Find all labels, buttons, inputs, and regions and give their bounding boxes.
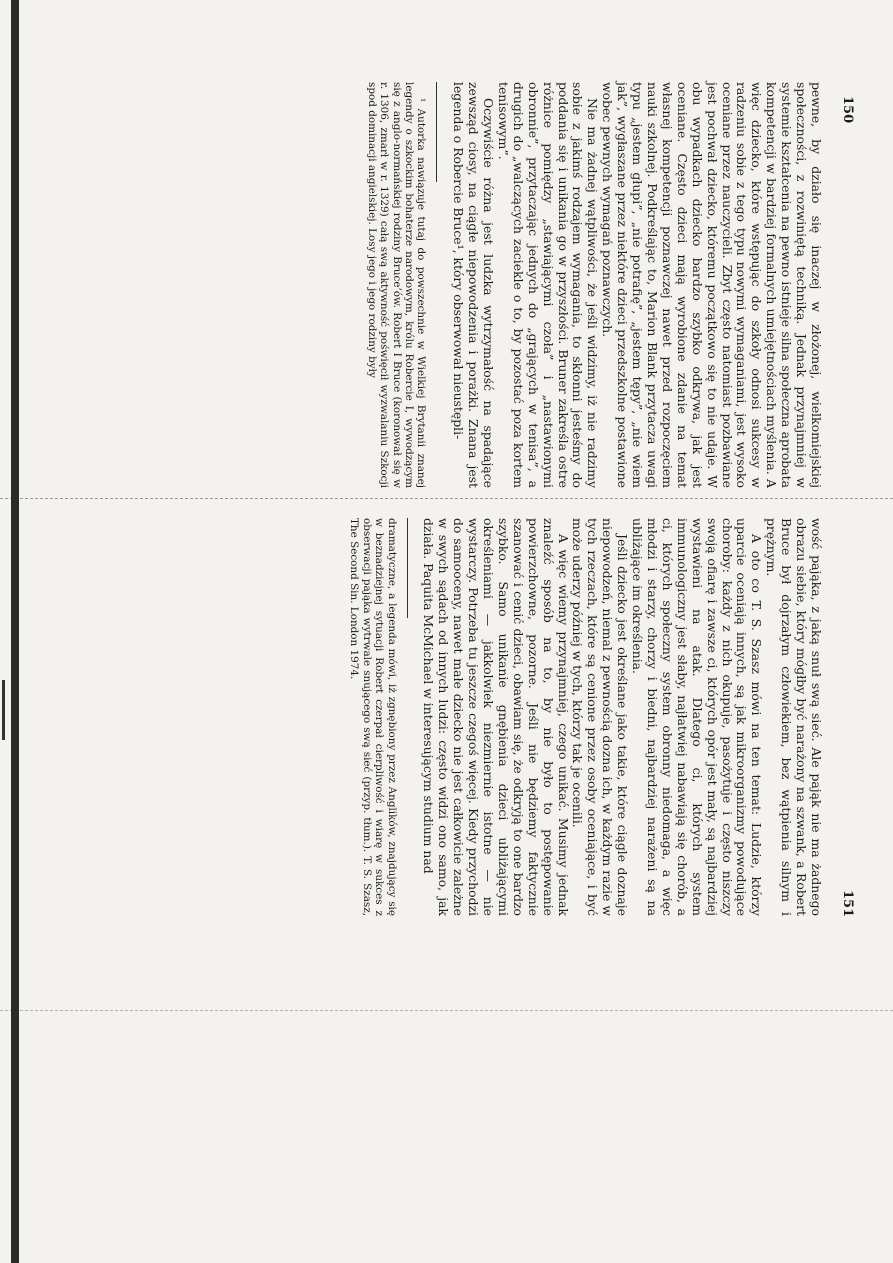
scan-mark — [2, 680, 5, 740]
footnote-rule — [407, 518, 408, 618]
paragraph: Oczywiście różna jest ludzka wytrzymałość na spadające zewsząd ciosy, na ciągłe niepowodzenia i porażki. Znana jest legenda o Robercie Bruce¹, który obserwował nieustępli- — [451, 82, 497, 488]
paragraph: Nie ma żadnej wątpliwości, że jeśli widzimy, iż nie radzimy sobie z jakimś rodzajem wymagania, to skłonni jesteśmy do poddania się i unikania go w przyszłości. Bruner zakreśla ostre różnice pomiędzy „stawiającymi czoła” i „nastawionymi obronnie”, przytaczając jednych do „grających w tenisa”, a drugich do „walczących zaciekle o to, by pozostać poza kortem tenisowym”. — [495, 82, 601, 488]
scan-edge-shadow — [11, 0, 19, 1263]
body-text — [348, 518, 823, 916]
page-150 — [0, 0, 893, 500]
paragraph: Jeśli dziecko jest określane jako takie, które ciągle doznaje niepowodzeń, niemal z pewnością dozna ich, w każdym razie w tych rzeczach, które są cenione przez osoby oceniające, i być może uderzy później w tych, którzy tak je ocenili. — [570, 518, 631, 916]
body-text — [365, 82, 823, 488]
footnote: dramatyczne, a legenda mówi, iż zgnębiony przez Anglików, znajdujący się w beznadziejnej sytuacji Robert czerpał cierpliwość i wiarę w sukces z obserwacji pająka wytrwale snującego swą sieć (przyp. tłum.). T. S. Szasz, The Second Sin. London 1974. — [348, 518, 398, 916]
paragraph: wość pająka, z jaką snuł swą sieć. Ale pająk nie ma żadnego obrazu siebie, który mógłby być narażony na szwank, a Robert Bruce był dojrzałym człowiekiem, bez wątpienia silnym i prężnym. — [764, 518, 824, 916]
paragraph: A więc wiemy przynajmniej, czego unikać. Musimy jednak znaleźć sposób na to, by nie było to postępowanie powierzchowne, pozorne. Jeśli nie będziemy faktycznie szanować i cenić dzieci, obawiam się, że odkryją to one bardzo szybko. Samo unikanie gnębienia dzieci ubliżającymi określeniami — jakkolwiek niezmiernie istotne — nie wystarczy. Potrzeba tu jeszcze czegoś więcej. Kiedy przychodzi do samooceny, nawet małe dziecko nie jest całkowicie zależne w swych sądach od innych ludzi: często widzi ono samo, jak działa. Paquita McMichael w interesującym studium nad — [421, 518, 571, 916]
paragraph: A oto co T. S. Szasz mówi na ten temat: Ludzie, którzy uparcie oceniają innych, są jak mikroorganizmy powodujące choroby: każdy z nich okupuje, pasożytuje i często niszczy swoją ofiarę i zawsze ci, których opór jest mały, są najbardziej wystawieni na atak. Dlatego ci, których system immunologiczny jest słaby, najłatwiej nabawiają się chorób, a ci, których społeczny system obronny niedomaga, a więc młodzi i starzy, chorzy i biedni, najbardziej narażeni są na ubliżające im określenia. — [630, 518, 765, 916]
gutter-line — [0, 498, 893, 499]
page-number: 150 — [840, 96, 855, 124]
page-number: 151 — [840, 890, 855, 918]
blank-scan-area — [0, 920, 893, 1263]
footnote-rule — [436, 82, 437, 182]
paragraph: pewne, by działo się inaczej w złożonej, wielkomiejskiej społeczności, z rozwiniętą techniką. Jednak przynajmniej w systemie kształcenia na pewno istnieje silna społeczna aprobata kompetencji w bardziej formalnych umiejętnościach myślenia. A więc dziecko, które wstępując do szkoły odnosi sukcesy w radzeniu sobie z tego typu nowymi wymaganiami, jest wysoko oceniane przez nauczycieli. Zbyt często natomiast pozbawiane jest pochwał dziecko, któremu początkowo się to nie udaje. W obu wypadkach dziecko bardzo szybko odkrywa, jak jest oceniane. Często dzieci mają wyrobione zdanie na temat własnej kompetencji poznawczej nawet przed rozpoczęciem nauki szkolnej. Podkreślając to, Marion Blank przytacza uwagi typu „jestem głupi”, „nie potrafię”, „jestem tępy”, „nie wiem jak”, wygłaszane przez niektóre dzieci przedszkolne postawione wobec pewnych wymagań poznawczych. — [600, 82, 824, 488]
footnote: ¹ Autorka nawiązuje tutaj do powszechnie w Wielkiej Brytanii znanej legendy o szkockim bohaterze narodowym, królu Robercie I, wywodzącym się z anglo-normańskiej rodziny Bruce’ów. Robert I Bruce (koronował się w r. 1306, zmarł w r. 1329) całą swą aktywność poświęcił wyzwalaniu Szkocji spod dominacji angielskiej. Losy jego i jego rodziny były — [365, 82, 428, 488]
page-151 — [0, 500, 893, 920]
